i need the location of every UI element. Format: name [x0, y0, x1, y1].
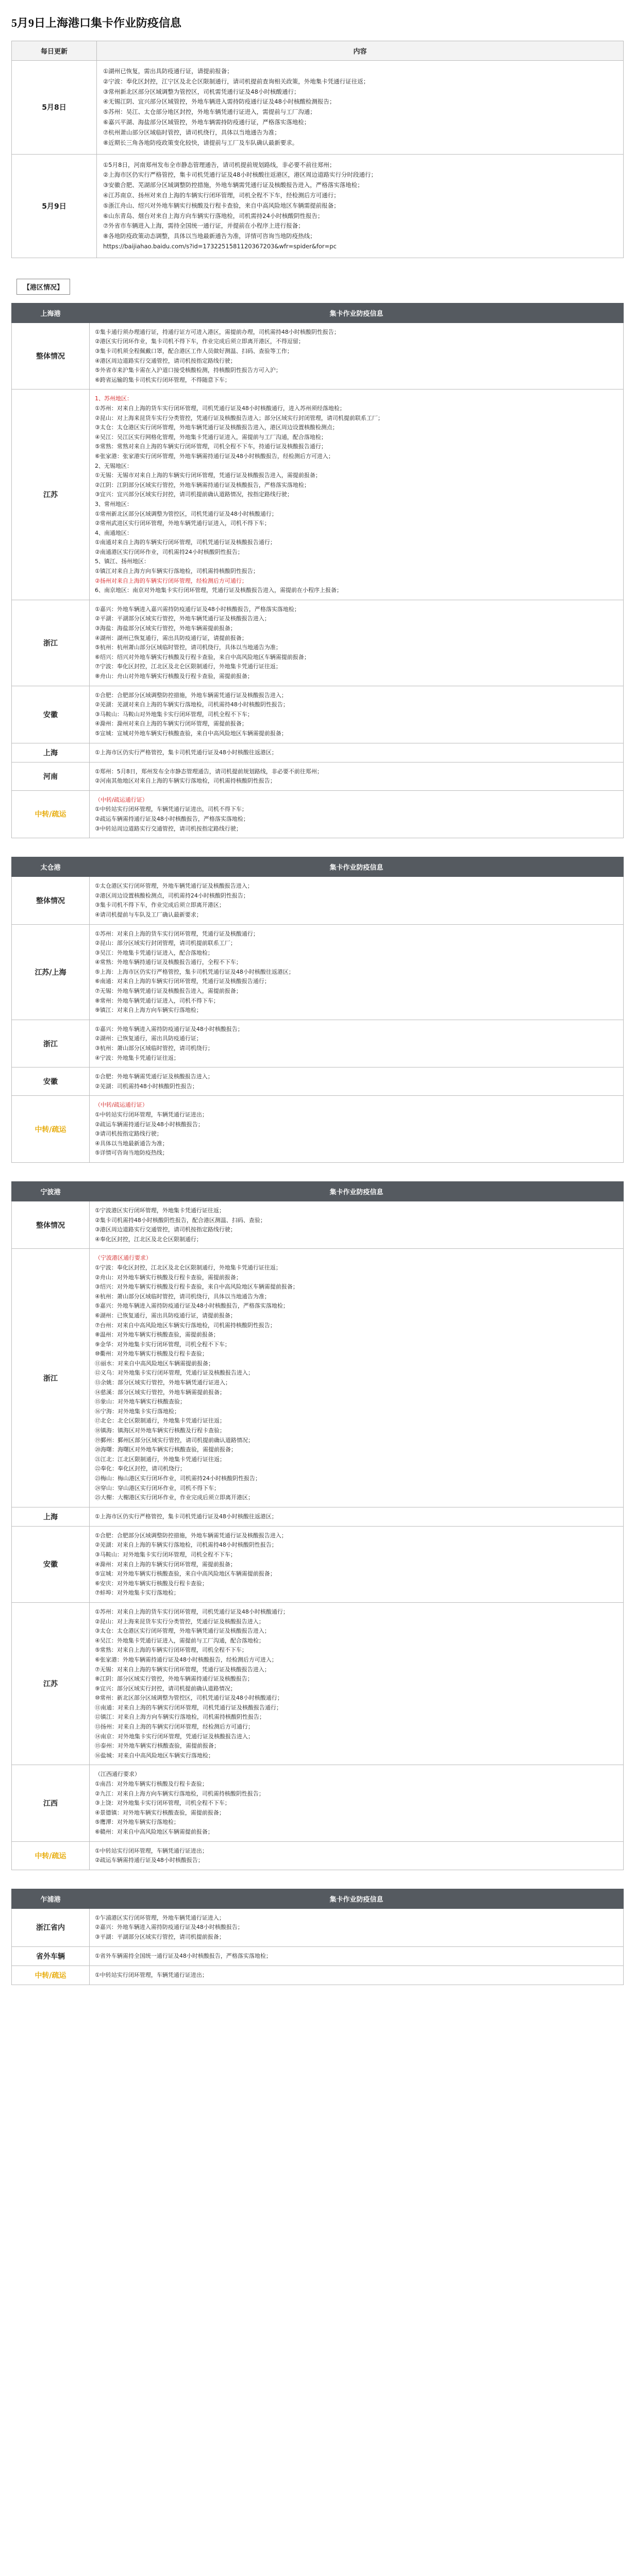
region-content [90, 924, 624, 1020]
info-line: ⑪南通：对来自上海的车辆实行闭环管理，司机凭通行证及核酸报告通行； [95, 1704, 282, 1711]
info-line: ②昆山：对上海来昆货车实行分类管控，凭通行证及核酸报告进入； [95, 1618, 264, 1625]
port-info-header: 集卡作业防疫信息 [90, 1181, 624, 1201]
region-label: 中转/疏运 [12, 790, 90, 838]
info-line: ①无锡：无锡市对来自上海的车辆实行闭环管理，凭通行证及核酸报告进入，需提前报备； [95, 472, 321, 479]
summary-line: ⑦外省市车辆进入上海，需持全国统一通行证，并提前在小程序上进行报备； [103, 222, 304, 230]
port-row [12, 1249, 624, 1507]
port-info-header: 集卡作业防疫信息 [90, 303, 624, 323]
info-line: ②江阴：江阴部分区域实行管控，外地车辆需持通行证及核酸报告，严格落实落地检； [95, 481, 310, 488]
summary-date: 5月9日 [12, 154, 97, 258]
info-line: ⑥张家港：外地车辆需持通行证及48小时核酸报告，经检测后方可进入； [95, 1656, 277, 1663]
info-line: ⑤常熟：常熟对来自上海的车辆实行闭环管理，司机全程不下车，持通行证及核酸报告通行； [95, 443, 327, 450]
info-line: ⑱镇海：镇海区对外地车辆实行核酸及行程卡查验； [95, 1427, 225, 1434]
info-line: （宁波港区通行要求） [95, 1255, 152, 1262]
port-header-row [12, 1889, 624, 1908]
region-content [90, 1201, 624, 1248]
info-line: ⑲鄞州：鄞州区部分区域实行管控，请司机提前确认道路情况； [95, 1436, 254, 1444]
info-line: ⑥南通：对来自上海的车辆实行闭环管理，凭通行证及核酸报告通行； [95, 978, 270, 985]
region-content [90, 323, 624, 389]
info-line: ③集卡司机须全程佩戴口罩，配合港区工作人员做好测温、扫码、查验等工作； [95, 348, 293, 354]
port-row [12, 743, 624, 762]
info-line: ④滁州：对来自上海的车辆实行闭环管理，需提前报备； [95, 1561, 236, 1568]
daily-update-table [11, 41, 624, 258]
port-row [12, 1946, 624, 1965]
info-line: ⑤详情可咨询当地防疫热线； [95, 1149, 168, 1157]
info-line: ①中转站实行闭环管理，车辆凭通行证进出； [95, 1111, 208, 1118]
region-content [90, 1020, 624, 1067]
info-line: ⑤鹰潭：对外地车辆实行落地检； [95, 1819, 179, 1826]
info-line: ③平湖：平湖部分区域实行管控，请司机提前报备； [95, 1933, 225, 1940]
region-content [90, 1507, 624, 1526]
info-line: ④吴江：吴江区实行网格化管理，外地集卡凭通行证进入，需提前与工厂沟通，配合落地检； [95, 433, 327, 440]
region-content [90, 1096, 624, 1163]
region-content [90, 600, 624, 686]
summary-line: ②宁波：奉化区封控，江宁区及北仑区限制通行，请司机提前查询相关政策，外地集卡凭通行证往返； [103, 77, 370, 85]
info-line: ⑥绍兴：绍兴对外地车辆实行核酸及行程卡查验，来自中高风险地区车辆需提前报备； [95, 653, 310, 660]
region-label: 江苏 [12, 1602, 90, 1765]
port-section [11, 857, 624, 1163]
port-section [11, 303, 624, 838]
info-line: ③中转站周边道路实行交通管控，请司机按指定路线行驶； [95, 825, 242, 832]
port-row [12, 1096, 624, 1163]
info-line: 3、常州地区： [95, 500, 132, 507]
region-content [90, 1841, 624, 1870]
info-line: （中转/疏运通行证） [95, 1101, 148, 1109]
info-line: ②芜湖：司机需持48小时核酸阴性报告； [95, 1082, 198, 1090]
region-label: 省外车辆 [12, 1946, 90, 1965]
port-info-header: 集卡作业防疫信息 [90, 857, 624, 877]
info-line: ③杭州：萧山部分区域临时管控，请司机绕行； [95, 1045, 213, 1052]
info-line: ②集卡司机需持48小时核酸阴性报告，配合港区测温、扫码、查验； [95, 1216, 266, 1224]
summary-line: ⑥嘉兴平湖、海盐部分区域管控，外地车辆需持防疫通行证，严格落实落地检； [103, 118, 310, 126]
summary-line: ①湖州已恢复，需出具防疫通行证，请提前报备； [103, 67, 233, 75]
port-row [12, 600, 624, 686]
info-line: ⑤常熟：对来自上海的车辆实行闭环管理，司机全程不下车； [95, 1647, 247, 1654]
info-line: 4、南通地区： [95, 529, 132, 536]
summary-content [97, 61, 624, 155]
port-row [12, 1602, 624, 1765]
info-line: ②昆山：对上海来昆货车实行分类管控，凭通行证及核酸报告进入；部分区域实行封闭管理，请司机提前联系工厂； [95, 414, 383, 421]
port-row [12, 924, 624, 1020]
region-content [90, 686, 624, 743]
region-content [90, 877, 624, 924]
info-line: ④请司机提前与车队及工厂确认最新要求； [95, 911, 202, 918]
info-line: ④湖州：湖州已恢复通行，需出具防疫通行证，请提前报备； [95, 634, 247, 641]
region-content [90, 1765, 624, 1841]
region-label: 中转/疏运 [12, 1841, 90, 1870]
info-line: （江西通行要求） [95, 1771, 140, 1778]
region-content [90, 1067, 624, 1096]
info-line: ①苏州：对来自上海的货车实行闭环管理，司机凭通行证及48小时核酸通行； [95, 1608, 289, 1615]
info-line: ⑧常州：外地车辆凭通行证进入，司机不得下车； [95, 997, 219, 1004]
info-line: ④景德镇：对外地车辆实行核酸查验，需提前报备； [95, 1809, 225, 1816]
port-header-row [12, 303, 624, 323]
info-line: ⑨金华：对外地集卡实行闭环管理，司机全程不下车； [95, 1341, 230, 1348]
region-content [90, 1908, 624, 1946]
port-table [11, 1181, 624, 1870]
region-label: 浙江 [12, 600, 90, 686]
info-line: ⑪丽水：对来自中高风险地区车辆需提前报备； [95, 1360, 214, 1367]
info-line: ⑦无锡：对来自上海的车辆实行闭环管理，凭通行证及核酸报告进入； [95, 1666, 270, 1673]
summary-line: ⑦杭州萧山部分区域临时管控，请司机绕行，具体以当地通告为准； [103, 128, 280, 136]
info-line: ⑧温州：对外地车辆实行核酸查验，需提前报备； [95, 1331, 219, 1338]
region-label: 河南 [12, 762, 90, 790]
info-line: 5、镇江、扬州地区： [95, 558, 149, 565]
region-label: 上海 [12, 1507, 90, 1526]
port-row [12, 1526, 624, 1602]
port-row [12, 389, 624, 600]
info-line: ②昆山：部分区域实行封闭管理，请司机提前联系工厂； [95, 940, 236, 947]
info-line: ④滁州：滁州对来自上海的车辆实行闭环管理，需提前报备； [95, 720, 247, 727]
info-line: ②疏运车辆需持通行证及48小时核酸报告，严格落实落地检； [95, 815, 249, 822]
summary-content [97, 154, 624, 258]
region-label: 中转/疏运 [12, 1096, 90, 1163]
info-line: ⑫镇江：对来自上海方向车辆实行落地检，司机需持核酸阴性报告； [95, 1714, 265, 1721]
summary-line: ⑧近期长三角各地防疫政策变化较快，请提前与工厂及车队确认最新要求。 [103, 139, 298, 146]
info-line: ①合肥：合肥部分区域调整防控措施，外地车辆需凭通行证及核酸报告进入； [95, 691, 287, 699]
info-line: ①上海市区仍实行严格管控，集卡司机凭通行证及48小时核酸往返港区； [95, 749, 277, 756]
port-row [12, 323, 624, 389]
region-label: 浙江 [12, 1020, 90, 1067]
summary-header-row [12, 41, 624, 61]
info-line: ①南通对来自上海的车辆实行闭环管理，司机凭通行证及核酸报告通行； [95, 539, 276, 546]
region-content [90, 1249, 624, 1507]
port-row [12, 1507, 624, 1526]
info-line: ㉕大榭：大榭港区实行闭环作业，作业完成后须立即离开港区； [95, 1494, 254, 1501]
info-line: ①中转站实行闭环管理，车辆凭通行证进出，司机不得下车； [95, 806, 247, 813]
info-line: ③马鞍山：马鞍山对外地集卡实行闭环管理，司机全程不下车； [95, 710, 253, 718]
summary-line: ⑤苏州：吴江、太仓部分地区封控，外地车辆凭通行证进入，需提前与工厂沟通； [103, 108, 316, 116]
summary-row [12, 61, 624, 155]
region-label: 安徽 [12, 1526, 90, 1602]
info-line: ①嘉兴：外地车辆进入嘉兴需持防疫通行证及48小时核酸报告，严格落实落地检； [95, 605, 300, 613]
summary-line: ⑤浙江舟山、绍兴对外地车辆实行核酸及行程卡查验，来自中高风险地区车辆需提前报备； [103, 201, 340, 209]
info-line: ⑧舟山：舟山对外地车辆实行核酸及行程卡查验，需提前报备； [95, 673, 253, 680]
info-line: ④港区周边道路实行交通管控，请司机按指定路线行驶； [95, 357, 236, 364]
region-label: 整体情况 [12, 877, 90, 924]
source-link[interactable]: https://baijiahao.baidu.com/s?id=1732251581120367203&wfr=spider&for=pc [103, 243, 337, 250]
info-line: ①南昌：对外地车辆实行核酸及行程卡查验； [95, 1781, 208, 1788]
info-line: ⑳海曙：海曙区对外地车辆实行核酸查验，需提前报备； [95, 1446, 237, 1453]
port-row [12, 1965, 624, 1985]
region-label: 整体情况 [12, 323, 90, 389]
region-content [90, 1946, 624, 1965]
region-label: 中转/疏运 [12, 1965, 90, 1985]
summary-date: 5月8日 [12, 61, 97, 155]
region-label: 江苏 [12, 389, 90, 600]
info-line: ⑯盐城：对来自中高风险地区车辆实行落地检； [95, 1752, 214, 1759]
info-line: ①镇江对来自上海方向车辆实行落地检，司机需持核酸阴性报告； [95, 568, 259, 575]
region-content [90, 762, 624, 790]
port-name: 乍浦港 [12, 1889, 90, 1908]
port-info-header: 集卡作业防疫信息 [90, 1889, 624, 1908]
info-line: ㉑江北：江北区限制通行，外地集卡凭通行证往返； [95, 1455, 225, 1463]
info-line: ④吴江：外地集卡凭通行证进入，需提前与工厂沟通，配合落地检； [95, 1637, 264, 1644]
region-label: 安徽 [12, 686, 90, 743]
info-line: ⑤宣城：宣城对外地车辆实行核酸查验，来自中高风险地区车辆需提前报备； [95, 730, 287, 737]
port-section [11, 1889, 624, 1985]
info-line: ①乍浦港区实行闭环管理，外地车辆凭通行证进入； [95, 1914, 225, 1921]
region-content [90, 1526, 624, 1602]
info-line: ③马鞍山：对外地集卡实行闭环管理，司机全程不下车； [95, 1551, 236, 1558]
info-line: （中转/疏运通行证） [95, 796, 148, 803]
region-label: 浙江省内 [12, 1908, 90, 1946]
info-line: ②平湖：平湖部分区域实行管控，外地车辆凭通行证及核酸报告进入； [95, 615, 270, 622]
info-line: ①苏州：对来自上海的货车实行闭环管理，司机凭通行证及48小时核酸通行，进入苏州须经落地检； [95, 404, 345, 412]
info-line: ⑨宜兴：部分区域实行封控，请司机提前确认道路情况； [95, 1685, 236, 1692]
region-content [90, 1602, 624, 1765]
info-line: ③太仓：太仓港区实行闭环管理，外地车辆凭通行证及核酸报告进入，港区周边设置核酸检测点； [95, 424, 338, 431]
info-line: 2、无锡地区： [95, 462, 132, 469]
info-line: ⑬余姚：部分区域实行管控，外地车辆凭通行证进入； [95, 1379, 231, 1386]
port-row [12, 1201, 624, 1248]
port-row [12, 686, 624, 743]
info-line: ㉓梅山：梅山港区实行闭环作业，司机需持24小时核酸阴性报告； [95, 1475, 261, 1482]
port-name: 宁波港 [12, 1181, 90, 1201]
info-line: ⑬扬州：对来自上海的车辆实行闭环管理，经检测后方可通行； [95, 1723, 254, 1731]
info-line: ⑤外省市来沪集卡需在入沪道口接受核酸检测，持核酸阴性报告方可入沪； [95, 367, 281, 374]
info-line: ①宁波：奉化区封控，江北区及北仑区限制通行，外地集卡凭通行证往返； [95, 1264, 281, 1271]
info-line: ⑥湖州：已恢复通行，需出具防疫通行证，请提前报备； [95, 1312, 236, 1319]
info-line: ⑦无锡：外地车辆凭通行证及核酸报告进入，需提前报备； [95, 988, 242, 995]
info-line: ①中转站实行闭环管理，车辆凭通行证进出； [95, 1971, 208, 1978]
info-line: ②芜湖：芜湖对来自上海的车辆实行落地检，司机需持48小时核酸阴性报告； [95, 701, 289, 708]
summary-header-content: 内容 [97, 41, 624, 61]
info-line: ②舟山：对外地车辆实行核酸及行程卡查验，需提前报备； [95, 1274, 242, 1281]
port-header-row [12, 857, 624, 877]
info-line: ④常熟：外地车辆持通行证及核酸报告通行，全程不下车； [95, 959, 242, 966]
info-line: ③上饶：对外地集卡实行闭环管理，司机全程不下车； [95, 1800, 230, 1807]
info-line: ④具体以当地最新通告为准； [95, 1140, 168, 1147]
info-line: ②港区实行闭环作业，集卡司机不得下车，作业完成后须立即离开港区，不得逗留； [95, 338, 304, 345]
info-line: ⑨镇江：对来自上海方向车辆实行落地检； [95, 1007, 202, 1014]
info-line: ⑤上海：上海市区仍实行严格管控，集卡司机凭通行证及48小时核酸往返港区； [95, 968, 294, 975]
summary-line: ①5月8日，河南郑州发布全市静态管理通告，请司机提前规划路线，非必要不前往郑州； [103, 161, 336, 168]
summary-header-date: 每日更新 [12, 41, 97, 61]
port-section [11, 1181, 624, 1870]
info-line: ㉒奉化：奉化区封控，请司机绕行； [95, 1465, 186, 1472]
info-line: ②疏运车辆需持通行证及48小时核酸报告； [95, 1121, 204, 1128]
summary-line: ④江苏南京、扬州对来自上海的车辆实行闭环管理，司机全程不下车，经检测后方可通行； [103, 191, 340, 199]
summary-line: ③安徽合肥、芜湖部分区域调整防控措施，外地车辆需凭通行证及核酸报告进入，严格落实落地检； [103, 181, 363, 189]
port-name: 上海港 [12, 303, 90, 323]
info-line: ⑦台州：对来自中高风险地区车辆实行落地检，司机需持核酸阴性报告； [95, 1321, 276, 1329]
port-row [12, 1067, 624, 1096]
port-row [12, 762, 624, 790]
summary-line: ②上海市区仍实行严格管控，集卡司机凭通行证及48小时核酸往返港区，港区周边道路实行分时段通行； [103, 171, 377, 179]
info-line: ①太仓港区实行闭环管理，外地车辆凭通行证及核酸报告进入； [95, 883, 253, 890]
info-line: ⑥赣州：对来自中高风险地区车辆需提前报备； [95, 1828, 213, 1835]
info-line: ④杭州：萧山部分区域临时管控，请司机绕行，具体以当地通告为准； [95, 1293, 270, 1300]
info-line: ⑰北仑：北仑区限制通行，外地集卡凭通行证往返； [95, 1417, 225, 1425]
port-table [11, 1889, 624, 1985]
info-line: ④宁波：外地集卡凭通行证往返； [95, 1054, 179, 1061]
info-line: ③港区周边道路实行交通管控，请司机按指定路线行驶； [95, 1226, 236, 1233]
port-row [12, 1765, 624, 1841]
info-line: ⑥跨省运输的集卡司机实行闭环管理，不得随意下车； [95, 376, 230, 383]
region-label: 浙江 [12, 1249, 90, 1507]
info-line: ⑦蚌埠：对外地集卡实行落地检； [95, 1589, 179, 1597]
info-line: 1、苏州地区： [95, 395, 132, 402]
port-row [12, 1908, 624, 1946]
info-line: ⑩衢州：对外地车辆实行核酸及行程卡查验； [95, 1350, 208, 1358]
summary-line: ⑧各地防疫政策动态调整，具体以当地最新通告为准，详情可咨询当地防疫热线； [103, 232, 316, 240]
region-label: 上海 [12, 743, 90, 762]
info-line: ③吴江：外地集卡凭通行证进入，配合落地检； [95, 949, 213, 956]
info-line: ①合肥：外地车辆需凭通行证及核酸报告进入； [95, 1073, 213, 1080]
info-line: ①嘉兴：外地车辆进入需持防疫通行证及48小时核酸报告； [95, 1025, 243, 1032]
info-line: 6、南京地区：南京对外地集卡实行闭环管理，凭通行证及核酸报告进入，需提前在小程序上报备； [95, 587, 342, 594]
info-line: ②常州武进区实行闭环管理，外地车辆凭通行证进入，司机不得下车； [95, 520, 270, 527]
info-line: ②疏运车辆需持通行证及48小时核酸报告； [95, 1857, 204, 1864]
info-line: ⑤杭州：杭州萧山部分区域临时管控，请司机绕行，具体以当地通告为准； [95, 644, 281, 651]
info-line: ②湖州：已恢复通行，需出具防疫通行证； [95, 1035, 202, 1042]
info-line: ⑫义乌：对外地集卡实行闭环管理，凭通行证及核酸报告进入； [95, 1369, 254, 1377]
info-line: ⑭南京：对外地集卡实行闭环管理，凭通行证及核酸报告进入； [95, 1733, 254, 1740]
port-table [11, 857, 624, 1163]
summary-line: ⑥山东青岛、烟台对来自上海方向车辆实行落地检，司机需持24小时核酸阴性报告； [103, 212, 324, 219]
info-line: ①合肥：合肥部分区域调整防控措施，外地车辆需凭通行证及核酸报告进入； [95, 1532, 287, 1539]
info-line: ④奉化区封控，江北区及北仑区限制通行； [95, 1235, 202, 1243]
info-line: ③集卡司机不得下车，作业完成后须立即离开港区； [95, 902, 225, 909]
info-line: ①省外车辆需持全国统一通行证及48小时核酸报告，严格落实落地检； [95, 1952, 272, 1959]
info-line: ㉔穿山：穿山港区实行闭环作业，司机不得下车； [95, 1484, 220, 1492]
info-line: ⑥安庆：对外地车辆实行核酸及行程卡查验； [95, 1580, 208, 1587]
region-label: 江苏/上海 [12, 924, 90, 1020]
region-content [90, 1965, 624, 1985]
info-line: ⑭慈溪：部分区域实行管控，外地车辆需提前报备； [95, 1388, 225, 1396]
region-content [90, 389, 624, 600]
info-line: ③宜兴：宜兴部分区域实行封控，请司机提前确认道路情况，按指定路线行驶； [95, 491, 293, 498]
info-line: ③海盐：海盐部分区域实行管控，外地车辆需提前报备； [95, 625, 236, 632]
info-line: ③太仓：太仓港区实行闭环管理，外地车辆凭通行证及核酸报告进入； [95, 1628, 270, 1635]
info-line: ⑯宁海：对外地集卡实行落地检； [95, 1408, 180, 1415]
region-content [90, 743, 624, 762]
info-line: ⑤宣城：对外地车辆实行核酸查验，来自中高风险地区车辆需提前报备； [95, 1570, 276, 1578]
info-line: ①上海市区仍实行严格管控，集卡司机凭通行证及48小时核酸往返港区； [95, 1513, 277, 1520]
info-line: ③绍兴：对外地车辆实行核酸及行程卡查验，来自中高风险地区车辆需提前报备； [95, 1283, 298, 1291]
port-row [12, 1020, 624, 1067]
port-row [12, 790, 624, 838]
info-line: ①集卡通行须办理通行证，持通行证方可进入港区，需提前办理，司机需持48小时核酸阴性报告； [95, 328, 340, 335]
info-line: ②嘉兴：外地车辆进入需持防疫通行证及48小时核酸报告； [95, 1924, 243, 1931]
port-table [11, 303, 624, 838]
region-content [90, 790, 624, 838]
port-header-row [12, 1181, 624, 1201]
region-label: 江西 [12, 1765, 90, 1841]
summary-line: ③常州新北区部分区域调整为管控区，司机需凭通行证及48小时核酸通行； [103, 88, 300, 95]
info-line: ②扬州对来自上海的车辆实行闭环管理，经检测后方可通行； [95, 577, 247, 584]
info-line: ①苏州：对来自上海的货车实行闭环管理，凭通行证及核酸通行； [95, 930, 259, 937]
info-line: ①常州新北区部分区域调整为管控区，司机凭通行证及48小时核酸通行； [95, 510, 277, 517]
info-line: ⑧江阴：部分区域实行管控，外地车辆需持通行证及核酸报告； [95, 1675, 253, 1683]
info-line: ②河南其他地区对来自上海的车辆实行落地检，司机需持核酸阴性报告； [95, 777, 276, 785]
info-line: ②九江：对来自上海方向车辆实行落地检，司机需持核酸阴性报告； [95, 1790, 264, 1797]
info-line: ①郑州：5月8日，郑州发布全市静态管理通告，请司机提前规划路线，非必要不前往郑州； [95, 768, 323, 775]
summary-row [12, 154, 624, 258]
info-line: ②芜湖：对来自上海的车辆实行落地检，司机需持48小时核酸阴性报告； [95, 1541, 277, 1549]
info-line: ⑤嘉兴：外地车辆进入需持防疫通行证及48小时核酸报告，严格落实落地检； [95, 1302, 289, 1310]
info-line: ⑮泰州：对外地车辆实行核酸查验，需提前报备； [95, 1742, 220, 1750]
ports-section-header: 【港区情况】 [16, 279, 70, 295]
page-title: 5月9日上海港口集卡作业防疫信息 [11, 16, 182, 29]
info-line: ①中转站实行闭环管理，车辆凭通行证进出； [95, 1847, 208, 1854]
summary-line: ④无锡江阴、宜兴部分区域管控，外地车辆进入需持防疫通行证及48小时核酸检测报告； [103, 98, 336, 106]
info-line: ②港区周边设置核酸检测点，司机需持24小时核酸阴性报告； [95, 892, 249, 899]
info-line: ⑥张家港：张家港实行闭环管理，外地车辆需持通行证及48小时核酸报告，经检测后方可进入； [95, 452, 334, 460]
region-label: 安徽 [12, 1067, 90, 1096]
port-row [12, 1841, 624, 1870]
info-line: ③请司机按指定路线行驶； [95, 1130, 162, 1138]
info-line: ②南通港区实行闭环作业，司机需持24小时核酸阴性报告； [95, 548, 243, 555]
info-line: ⑩常州：新北区部分区域调整为管控区，司机凭通行证及48小时核酸通行； [95, 1694, 283, 1702]
info-line: ⑦宁波：奉化区封控，江北区及北仑区限制通行，外地集卡凭通行证往返； [95, 663, 281, 670]
port-name: 太仓港 [12, 857, 90, 877]
region-label: 整体情况 [12, 1201, 90, 1248]
info-line: ⑮象山：对外地车辆实行核酸查验； [95, 1398, 186, 1405]
info-line: ①宁波港区实行闭环管理，外地集卡凭通行证往返； [95, 1207, 225, 1214]
port-row [12, 877, 624, 924]
